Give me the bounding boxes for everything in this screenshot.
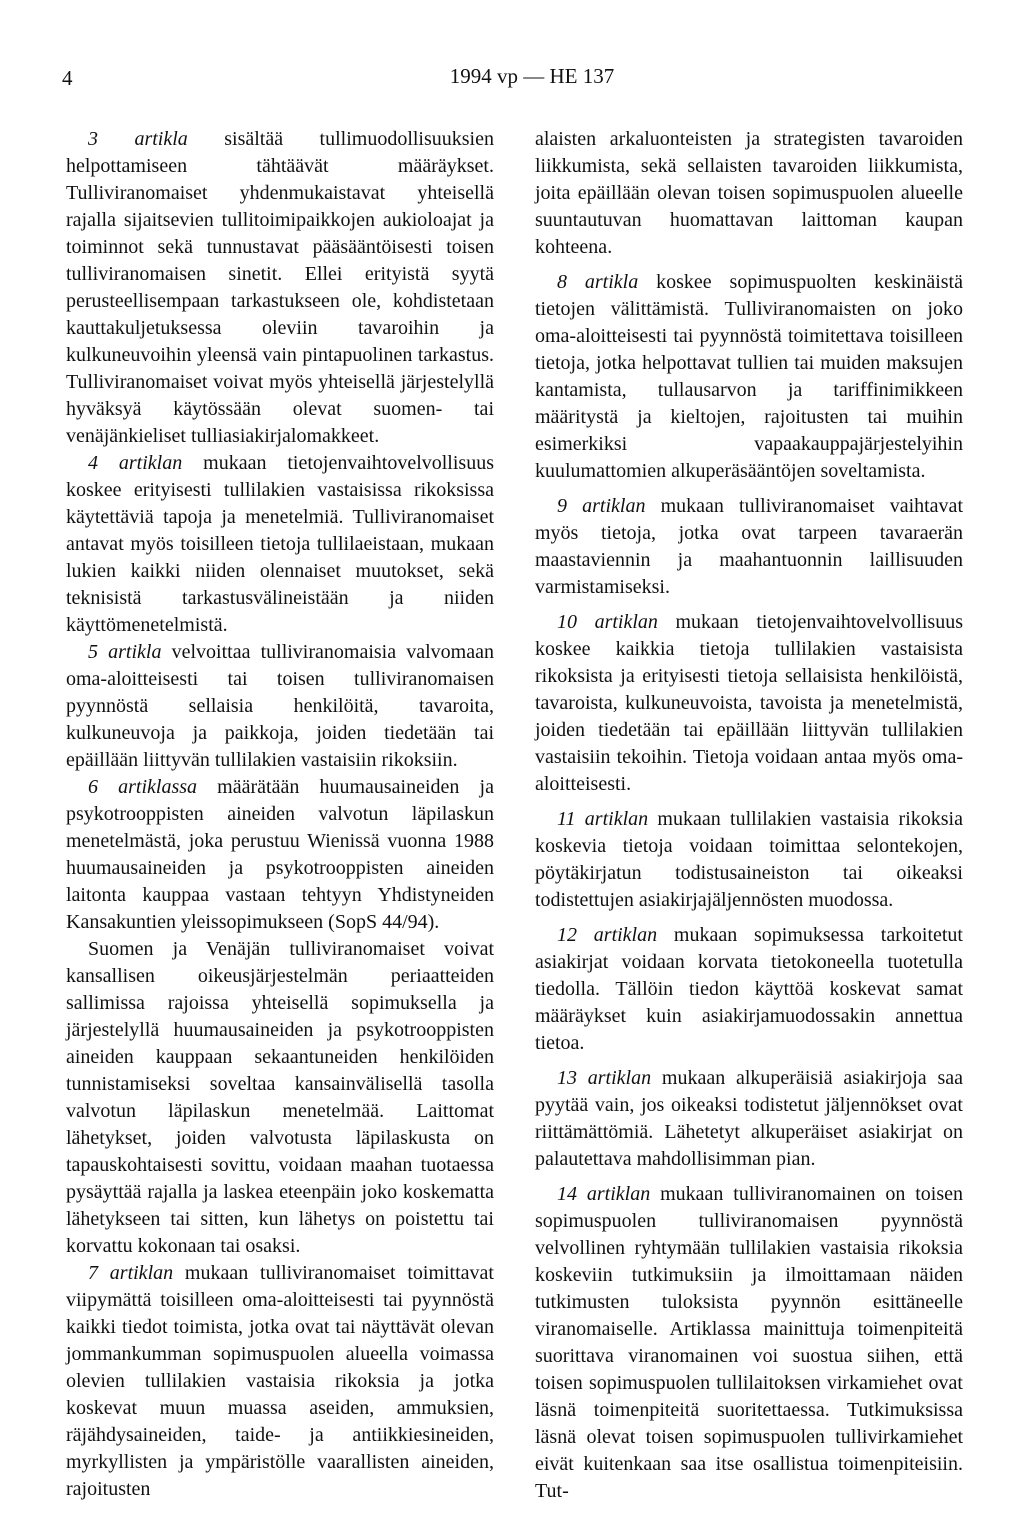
paragraph-art-8: 8 artikla koskee sopimuspuolten keskinäistä tietojen välittämistä. Tulliviranomaisten on joko oma-aloitteisesti tai pyynnöstä toimitettava toisilleen tietoja, jotka helpottavat tullien tai muiden maksujen kantamista, tullausarvon ja tariffinimikkeen määritystä ja kieltojen, rajoitusten tai muihin esimerkiksi vapaakauppajärjestelyihin kuulumattomien alkuperäsääntöjen soveltamista. <box>535 271 963 482</box>
paragraph-art-14: 14 artiklan mukaan tulliviranomainen on toisen sopimuspuolen tulliviranomaisen pyynnöstä velvollinen ryhtymään tullilakien vastaisia rikoksia koskeviin tutkimuksiin ja ilmoittamaan näiden tutkimusten tuloksista pyynnön esittäneelle viranomaiselle. Artiklassa mainittuja toimenpiteitä suorittava viranomainen voi suostua siihen, että toisen sopimuspuolen tullilaitoksen virkamiehet ovat läsnä toimenpiteitä suoritettaessa. Tutkimuksissa läsnä olevat toisen sopimuspuolen tullivirkamiehet eivät kuitenkaan saa itse osallistua toimenpiteisiin. Tut- <box>535 1183 963 1502</box>
paragraph-art-5: 5 artikla velvoittaa tulliviranomaisia valvomaan oma-aloitteisesti tai toisen tulliviranomaisen pyynnöstä sellaisia henkilöitä, tavaroita, kulkuneuvoja ja paikkoja, joiden tiedetään tai epäillään liittyvän tullilakien vastaisiin rikoksiin. <box>66 641 494 771</box>
paragraph-art-10: 10 artiklan mukaan tietojenvaihtovelvollisuus koskee kaikkia tietoja tullilakien vastaisista rikoksista ja erityisesti tietoja sellaisista henkilöistä, tavaroista, kulkuneuvoista, tavoista ja menetelmistä, joiden tiedetään tai epäillään liittyvän tullilakien vastaisiin tekoihin. Tietoja voidaan antaa myös oma-aloitteisesti. <box>535 611 963 795</box>
paragraph-art-11: 11 artiklan mukaan tullilakien vastaisia rikoksia koskevia tietoja voidaan toimittaa selontekojen, pöytäkirjatun todistusaineiston tai oikeaksi todistettujen asiakirjajäljennösten muodossa. <box>535 808 963 911</box>
paragraph-art-3: 3 artikla sisältää tullimuodollisuuksien helpottamiseen tähtäävät määräykset. Tulliviranomaiset yhdenmukaistavat yhteisellä rajalla sijaitsevien tullitoimipaikkojen aukioloajat ja toiminnot sekä tunnustavat pääsääntöisesti toisen tulliviranomaisen sinetit. Ellei erityistä syytä perusteellisempaan tarkastukseen ole, kohdistetaan kauttakuljetuksessa oleviin tavaroihin ja kulkuneuvoihin yleensä vain pintapuolinen tarkastus. Tulliviranomaiset voivat myös yhteisellä järjestelyllä hyväksyä käytössään olevat suomen- tai venäjänkieliset tulliasiakirjalomakkeet. <box>66 128 494 447</box>
paragraph-art-13: 13 artiklan mukaan alkuperäisiä asiakirjoja saa pyytää vain, jos oikeaksi todistetut jäljennökset ovat riittämättömiä. Lähetetyt alkuperäiset asiakirjat on palautettava mahdollisimman pian. <box>535 1067 963 1170</box>
paragraph-art-6: 6 artiklassa määrätään huumausaineiden ja psykotrooppisten aineiden valvotun läpilaskun menetelmästä, joka perustuu Wienissä vuonna 1988 huumausaineiden ja psykotrooppisten aineiden laitonta kauppaa vastaan tehtyyn Yhdistyneiden Kansakuntien yleissopimukseen (SopS 44/94). <box>66 776 494 933</box>
right-column <box>535 126 963 1513</box>
paragraph-art-6-cont: Suomen ja Venäjän tulliviranomaiset voivat kansallisen oikeusjärjestelmän periaatteiden sallimissa rajoissa yhteisellä sopimuksella ja järjestelyllä huumausaineiden ja psykotrooppisten aineiden kauppaan sekaantuneiden henkilöiden tunnistamiseksi soveltaa kansainvälisellä tasolla valvotun läpilaskun menetelmää. Laittomat lähetykset, joiden valvotusta läpilaskusta on tapauskohtaisesti sovittu, voidaan maahan tuotaessa pysäyttää rajalla ja laskea eteenpäin joko koskematta lähetykseen tai sitten, kun lähetys on poistettu tai korvattu kokonaan tai osaksi. <box>66 938 494 1257</box>
paragraph-art-9: 9 artiklan mukaan tulliviranomaiset vaihtavat myös tietoja, jotka ovat tarpeen tavaraerän maastaviennin ja maahantuonnin laillisuuden varmistamiseksi. <box>535 495 963 598</box>
paragraph-art-7: 7 artiklan mukaan tulliviranomaiset toimittavat viipymättä toisilleen oma-aloitteisesti tai pyynnöstä kaikki tiedot toimista, jotka ovat tai näyttävät olevan jommankumman sopimuspuolen alueella voimassa olevien tullilakien vastaisia rikoksia ja jotka koskevat muun muassa aseiden, ammuksien, räjähdysaineiden, taide- ja antiikkiesineiden, myrkyllisten ja ympäristölle vaarallisten aineiden, rajoitusten <box>66 1262 494 1500</box>
page-number: 4 <box>62 66 73 90</box>
running-head: 1994 vp — HE 137 <box>449 64 615 88</box>
paragraph-art-12: 12 artiklan mukaan sopimuksessa tarkoitetut asiakirjat voidaan korvata tietokoneella tuotetulla tiedolla. Tällöin tiedon käyttöä koskevat samat määräykset kuin asiakirjamuodossakin annettua tietoa. <box>535 924 963 1054</box>
left-column <box>66 126 494 1503</box>
paragraph-art-4: 4 artiklan mukaan tietojenvaihtovelvollisuus koskee erityisesti tullilakien vastaisissa rikoksissa käytettäviä tapoja ja menetelmiä. Tulliviranomaiset antavat myös toisilleen tietoja tullilaeistaan, mukaan lukien kaikki niiden olennaiset muutokset, sekä teknisistä tarkastusvälineistään ja niiden käyttömenetelmistä. <box>66 452 494 636</box>
paragraph-art-7-cont: alaisten arkaluonteisten ja strategisten tavaroiden liikkumista, sekä sellaisten tavaroiden liikkumista, joita epäillään olevan toisen sopimuspuolen alueelle suuntautuvan huomattavan laittoman kaupan kohteena. <box>535 128 963 258</box>
